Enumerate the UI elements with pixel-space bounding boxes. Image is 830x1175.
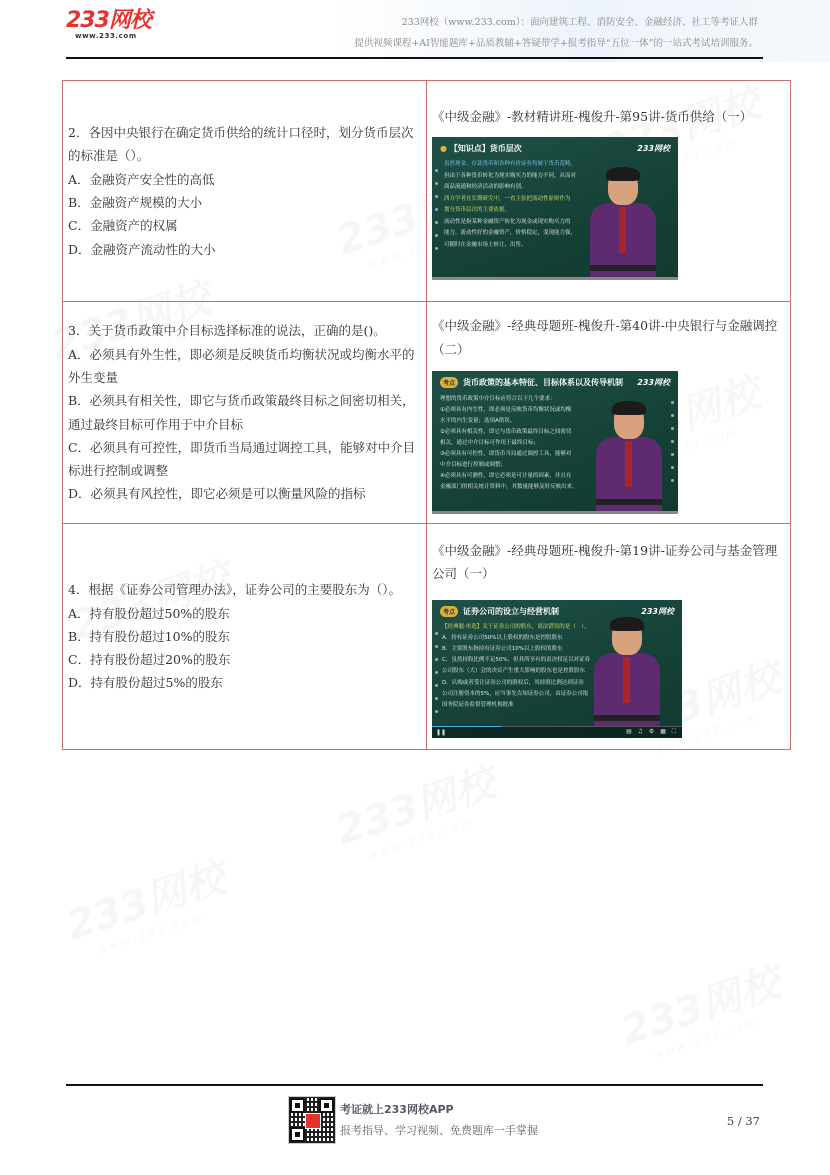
video-title[interactable]: 《中级金融》-经典母题班-槐俊升-第40讲-中央银行与金融调控（二） xyxy=(432,318,778,357)
lightbulb-icon: ● xyxy=(440,144,447,154)
video-heading: 考点 货币政策的基本特征、目标体系以及传导机制 xyxy=(440,377,623,388)
question-text: 2．各因中央银行在确定货币供给的统计口径时，划分货币层次的标准是（）。 xyxy=(68,125,414,164)
question-cell xyxy=(63,524,427,750)
presenter-figure xyxy=(586,169,658,277)
video-heading: ● 【知识点】货币层次 xyxy=(440,144,522,154)
option-a: A．持有股份超过50%的股东 xyxy=(68,605,230,621)
slide-nav-dots xyxy=(435,169,440,260)
option-c: C．金融资产的权属 xyxy=(68,218,178,234)
table-row xyxy=(63,524,791,750)
slide-nav-dots xyxy=(671,401,676,492)
app-promo-title: 考证就上233网校APP xyxy=(340,1103,454,1116)
video-cell xyxy=(427,524,791,750)
video-controls-bar xyxy=(432,727,682,738)
page-header xyxy=(0,0,830,62)
option-a: A．必须具有外生性，即必须是反映货币均衡状况或均衡水平的外生变量 xyxy=(68,346,415,385)
table-row xyxy=(63,302,791,524)
video-thumbnail[interactable] xyxy=(432,137,678,280)
video-slide-text: 【经典题·单选】关于证券公司的股东，说法错误的是（ ）。 A．持有证券公司50%以上股权的股东是控股股东 B．主要股东指持有证券公司10%以上股权的股东 C．虽然持股比例不足50%，但其所享有的表决权足以对证券 公司股东（大）会的决议产生重大影响的股东也是控股股东 D．认购或者受让证券公司的股权后，其持股比例达到证券 公司注册资本的5%，应当事先告知证券公司，由证券公司报 国务院证券监督管理机构批准 xyxy=(442,623,591,708)
tagline-line-1: 233网校（www.233.com）：面向建筑工程、消防安全、金融经济、社工等考证人群 xyxy=(401,17,758,28)
option-d: D．必须具有风控性，即它必须是可以衡量风险的指标 xyxy=(68,486,366,502)
qr-code xyxy=(288,1096,336,1144)
option-d: D．持有股份超过5%的股东 xyxy=(68,675,223,691)
video-brand: 233网校 xyxy=(637,144,670,154)
option-b: B．持有股份超过10%的股东 xyxy=(68,628,230,644)
app-promo-subtitle: 报考指导、学习视频、免费题库一手掌握 xyxy=(340,1124,538,1137)
presenter-figure xyxy=(590,619,662,727)
watermark xyxy=(613,951,790,1068)
video-slide-text: 理想的货币政策中介目标应符合以下几个要求： ①必须具有内生性，即必须是反映货币均衡状况或均衡 水平的内生变量；选项A错误。 ②必须具有相关性，即它与货币政策最终目标之间密切 相关，通过中介目标可作用于最终目标； ③必须具有可控性，即货币当局通过调控工具，能够对 中介目标进行控制或调整； ④必须具有可测性，即它必须是可计量的因素，并且在 金融部门的相关统计资料中，其数量能够及时反映出来。 xyxy=(440,396,578,490)
logo-text: 233网校 xyxy=(66,8,151,33)
player-control-icons[interactable]: ▤ ♫ ⚙ ▦ ⛶ xyxy=(626,727,678,735)
question-video-table xyxy=(62,80,791,750)
slide-nav-dots xyxy=(435,632,440,723)
question-cell xyxy=(63,302,427,524)
logo-url: www.233.com xyxy=(75,32,137,40)
watermark xyxy=(58,846,235,963)
presenter-figure xyxy=(592,403,664,511)
option-c: C．必须具有可控性，即货币当局通过调控工具，能够对中介目标进行控制或调整 xyxy=(68,439,416,479)
video-heading: 考点 证券公司的设立与经营机制 xyxy=(440,606,559,617)
qr-logo-icon xyxy=(305,1113,321,1129)
brand-logo xyxy=(66,10,151,40)
footer-divider xyxy=(66,1084,763,1086)
video-player[interactable] xyxy=(432,600,682,738)
header-divider xyxy=(66,57,763,59)
video-slide-text: 虽然现金、存款货币和各种有价证券均属于货币范畴， 但由于各种货币转化为现实购买力的能力不同，从而对 商品流通和经济活动的影响有别。 西方学者在长期研究中，一直主张把流动性原则作为 划分货币层次的主要依据。 流动性是指某种金融资产转化为现金或现实购买力的 能力。流动性好的金融资产，价格稳定，变现能力强， 可随时在金融市场上转让、出售。 xyxy=(444,161,577,248)
option-d: D．金融资产流动性的大小 xyxy=(68,241,216,257)
option-b: B．金融资产规模的大小 xyxy=(68,195,203,210)
video-brand: 233网校 xyxy=(641,606,674,616)
option-c: C．持有股份超过20%的股东 xyxy=(68,652,231,668)
watermark xyxy=(328,751,505,868)
video-cell xyxy=(427,302,791,524)
pause-icon[interactable]: ❚❚ xyxy=(436,728,447,736)
tagline-line-2: 提供视频课程+AI智能题库+品质教辅+答疑带学+报考指导“五位一体”的一站式考试培训服务。 xyxy=(354,38,758,49)
header-tagline xyxy=(354,12,758,54)
question-cell xyxy=(63,81,427,302)
question-text: 4．根据《证券公司管理办法》，证券公司的主要股东为（）。 xyxy=(68,582,401,598)
option-a: A．金融资产安全性的高低 xyxy=(68,171,215,187)
page-indicator: 5 / 37 xyxy=(726,1114,760,1128)
video-cell xyxy=(427,81,791,302)
question-text: 3．关于货币政策中介目标选择标准的说法，正确的是()。 xyxy=(68,323,386,339)
video-thumbnail[interactable] xyxy=(432,371,678,514)
table-row xyxy=(63,81,791,302)
video-title[interactable]: 《中级金融》-经典母题班-槐俊升-第19讲-证券公司与基金管理公司（一） xyxy=(432,542,778,581)
video-brand: 233网校 xyxy=(637,378,670,387)
video-title[interactable]: 《中级金融》-教材精讲班-槐俊升-第95讲-货币供给（一） xyxy=(432,108,753,124)
option-b: B．必须具有相关性，即它与货币政策最终目标之间密切相关，通过最终目标可作用于中介目标 xyxy=(68,393,415,432)
